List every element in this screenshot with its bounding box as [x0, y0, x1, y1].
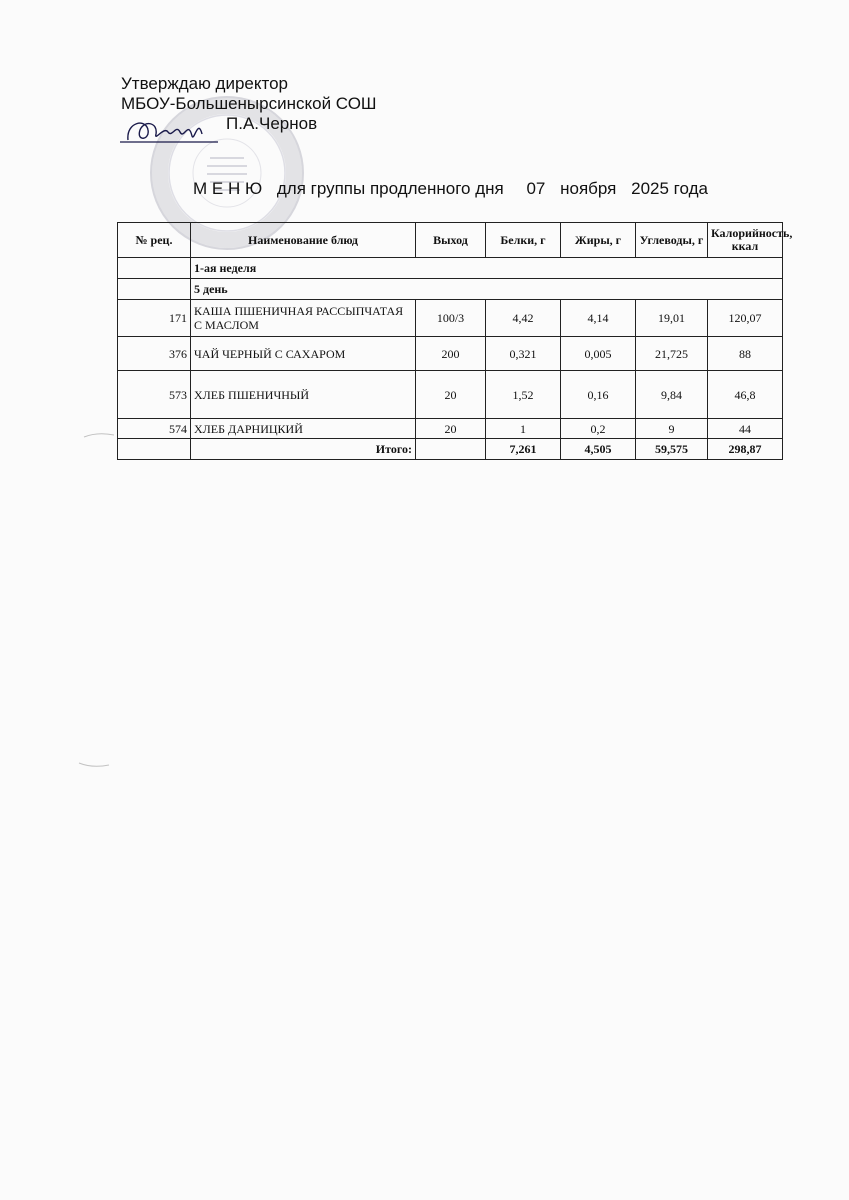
calories: 44 — [708, 419, 783, 439]
recipe-no: 171 — [118, 300, 191, 337]
header-calories: Калорийность, ккал — [708, 223, 783, 258]
output: 20 — [416, 371, 486, 419]
total-calories: 298,87 — [708, 439, 783, 460]
dish-name: ХЛЕБ ПШЕНИЧНЫЙ — [191, 371, 416, 419]
calories: 120,07 — [708, 300, 783, 337]
protein: 0,321 — [486, 337, 561, 371]
table-header-row — [118, 223, 783, 258]
approval-signer: П.А.Чернов — [226, 114, 318, 133]
fat: 0,2 — [561, 419, 636, 439]
menu-title-word: М Е Н Ю — [193, 179, 263, 198]
output: 100/3 — [416, 300, 486, 337]
day-row — [118, 279, 783, 300]
carbs: 9,84 — [636, 371, 708, 419]
header-output: Выход — [416, 223, 486, 258]
carbs: 21,725 — [636, 337, 708, 371]
scan-mark — [75, 755, 115, 775]
dish-name: КАША ПШЕНИЧНАЯ РАССЫПЧАТАЯ С МАСЛОМ — [191, 300, 416, 337]
signature-image — [118, 112, 228, 152]
carbs: 9 — [636, 419, 708, 439]
total-row — [118, 439, 783, 460]
table-row — [118, 300, 783, 337]
menu-title — [193, 179, 718, 199]
total-carbs: 59,575 — [636, 439, 708, 460]
day-row-blank — [118, 279, 191, 300]
fat: 4,14 — [561, 300, 636, 337]
protein: 1 — [486, 419, 561, 439]
week-row-blank — [118, 258, 191, 279]
table-row — [118, 337, 783, 371]
day-label: 5 день — [191, 279, 783, 300]
approval-line-1: Утверждаю директор — [121, 74, 289, 93]
menu-date-month: ноября — [560, 179, 617, 198]
protein: 4,42 — [486, 300, 561, 337]
fat: 0,005 — [561, 337, 636, 371]
week-row — [118, 258, 783, 279]
week-label: 1-ая неделя — [191, 258, 783, 279]
header-dish-name: Наименование блюд — [191, 223, 416, 258]
menu-date-day: 07 — [526, 179, 546, 198]
total-blank — [118, 439, 191, 460]
fat: 0,16 — [561, 371, 636, 419]
table-row — [118, 371, 783, 419]
dish-name: ЧАЙ ЧЕРНЫЙ С САХАРОМ — [191, 337, 416, 371]
menu-date-year: 2025 года — [631, 179, 708, 198]
header-fat: Жиры, г — [561, 223, 636, 258]
recipe-no: 376 — [118, 337, 191, 371]
total-protein: 7,261 — [486, 439, 561, 460]
menu-title-rest: для группы продленного дня — [276, 179, 504, 198]
recipe-no: 573 — [118, 371, 191, 419]
recipe-no: 574 — [118, 419, 191, 439]
total-output-blank — [416, 439, 486, 460]
header-protein: Белки, г — [486, 223, 561, 258]
carbs: 19,01 — [636, 300, 708, 337]
calories: 46,8 — [708, 371, 783, 419]
total-fat: 4,505 — [561, 439, 636, 460]
protein: 1,52 — [486, 371, 561, 419]
total-label: Итого: — [191, 439, 416, 460]
header-recipe-no: № рец. — [118, 223, 191, 258]
table-row — [118, 419, 783, 439]
calories: 88 — [708, 337, 783, 371]
scan-mark — [80, 425, 120, 445]
menu-table — [117, 222, 793, 460]
header-carbs: Углеводы, г — [636, 223, 708, 258]
output: 200 — [416, 337, 486, 371]
approval-line-2: МБОУ-Большенырсинской СОШ — [121, 94, 377, 113]
output: 20 — [416, 419, 486, 439]
dish-name: ХЛЕБ ДАРНИЦКИЙ — [191, 419, 416, 439]
